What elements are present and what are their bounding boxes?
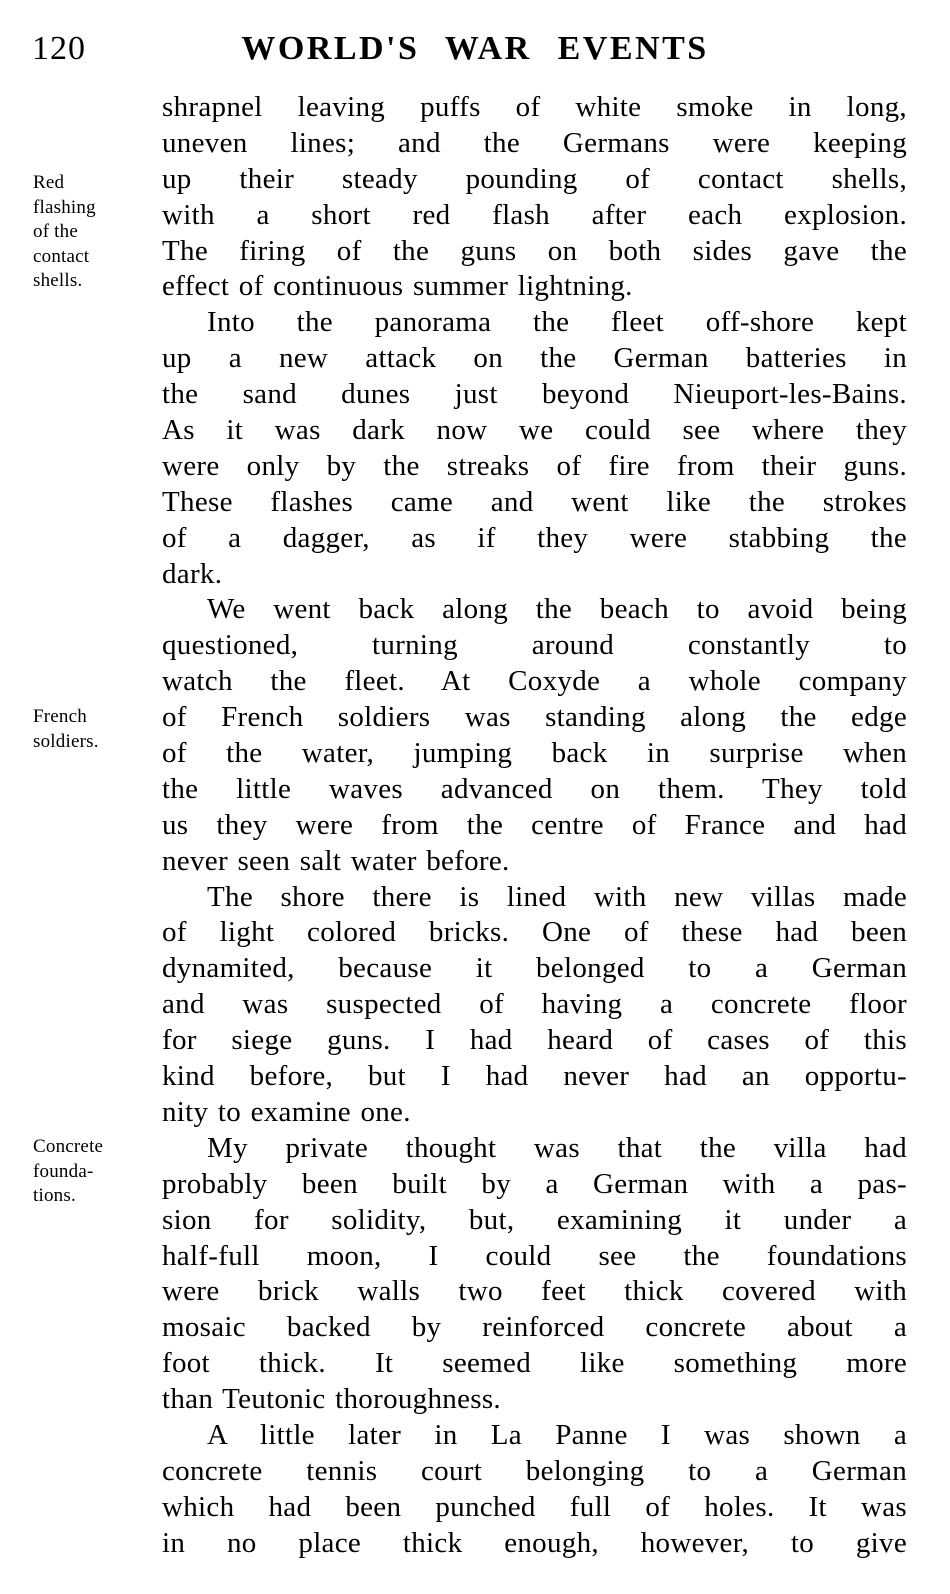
- text-line: the little waves advanced on them. They told: [162, 772, 907, 805]
- text-line: up their steady pounding of contact shells,: [162, 162, 907, 195]
- text-line: We went back along the beach to avoid being: [207, 593, 907, 626]
- text-line: uneven lines; and the Germans were keeping: [162, 126, 907, 159]
- text-line: sion for solidity, but, examining it under a: [162, 1203, 907, 1236]
- text-line: dark.: [162, 557, 223, 590]
- text-line: My private thought was that the villa had: [207, 1131, 907, 1164]
- margin-note-line: contact: [33, 245, 90, 267]
- page-header: [0, 28, 950, 74]
- margin-note-line: of the: [33, 221, 78, 242]
- text-line: shrapnel leaving puffs of white smoke in long,: [162, 91, 907, 123]
- margin-note-french-soldiers: [33, 705, 158, 754]
- page-number: 120: [32, 30, 86, 67]
- text-line: As it was dark now we could see where they: [162, 414, 907, 447]
- text-line: nity to examine one.: [162, 1095, 411, 1128]
- text-line: which had been punched full of holes. It was: [162, 1490, 907, 1523]
- text-line: us they were from the centre of France and had: [162, 808, 907, 841]
- text-line: foot thick. It seemed like something more: [162, 1347, 907, 1380]
- margin-note-concrete-foundations: [33, 1135, 158, 1209]
- text-line: in no place thick enough, however, to give: [162, 1526, 907, 1559]
- text-line: questioned, turning around constantly to: [162, 629, 907, 662]
- margin-note-line: Concrete: [33, 1136, 104, 1157]
- text-line: than Teutonic thoroughness.: [162, 1383, 501, 1416]
- margin-note-line: flashing: [33, 196, 96, 218]
- margin-note-line: shells.: [33, 270, 83, 291]
- margin-note-red-flashing-of-the-contact-shells: [33, 171, 158, 294]
- text-line: watch the fleet. At Coxyde a whole company: [162, 665, 907, 698]
- text-line: effect of continuous summer lightning.: [162, 270, 633, 303]
- running-head-title: WORLD'S WAR EVENTS: [241, 30, 709, 67]
- margin-note-line: soldiers.: [33, 730, 99, 752]
- margin-note-line: tions.: [33, 1185, 76, 1206]
- text-line: of French soldiers was standing along the edge: [162, 701, 907, 734]
- text-line: The shore there is lined with new villas made: [207, 880, 907, 913]
- text-line: with a short red flash after each explosion.: [162, 198, 907, 231]
- text-line: of the water, jumping back in surprise when: [162, 737, 907, 770]
- text-line: The firing of the guns on both sides gave the: [162, 234, 907, 267]
- text-line: the sand dunes just beyond Nieuport-les-Bains.: [162, 378, 907, 411]
- text-line: kind before, but I had never had an opportu-: [162, 1060, 907, 1093]
- text-line: dynamited, because it belonged to a German: [162, 952, 907, 985]
- text-line: of light colored bricks. One of these had been: [162, 916, 907, 949]
- margin-note-line: French: [33, 706, 87, 727]
- body-text: [162, 90, 907, 1562]
- text-line: were only by the streaks of fire from their guns.: [162, 449, 907, 482]
- text-line: were brick walls two feet thick covered with: [162, 1275, 907, 1308]
- margin-note-line: Red: [33, 172, 65, 193]
- text-line: concrete tennis court belonging to a German: [162, 1454, 907, 1487]
- text-line: half-full moon, I could see the foundations: [162, 1239, 907, 1272]
- text-line: mosaic backed by reinforced concrete about a: [162, 1311, 907, 1344]
- text-line: These flashes came and went like the strokes: [162, 485, 907, 518]
- text-line: never seen salt water before.: [162, 844, 510, 877]
- text-line: for siege guns. I had heard of cases of this: [162, 1024, 907, 1057]
- text-line: of a dagger, as if they were stabbing the: [162, 521, 907, 554]
- text-line: Into the panorama the fleet off-shore kept: [207, 306, 907, 339]
- text-line: probably been built by a German with a pas-: [162, 1167, 907, 1200]
- text-line: A little later in La Panne I was shown a: [207, 1418, 907, 1451]
- text-line: and was suspected of having a concrete floor: [162, 988, 907, 1021]
- margin-note-line: founda-: [33, 1160, 94, 1182]
- text-line: up a new attack on the German batteries in: [162, 342, 907, 375]
